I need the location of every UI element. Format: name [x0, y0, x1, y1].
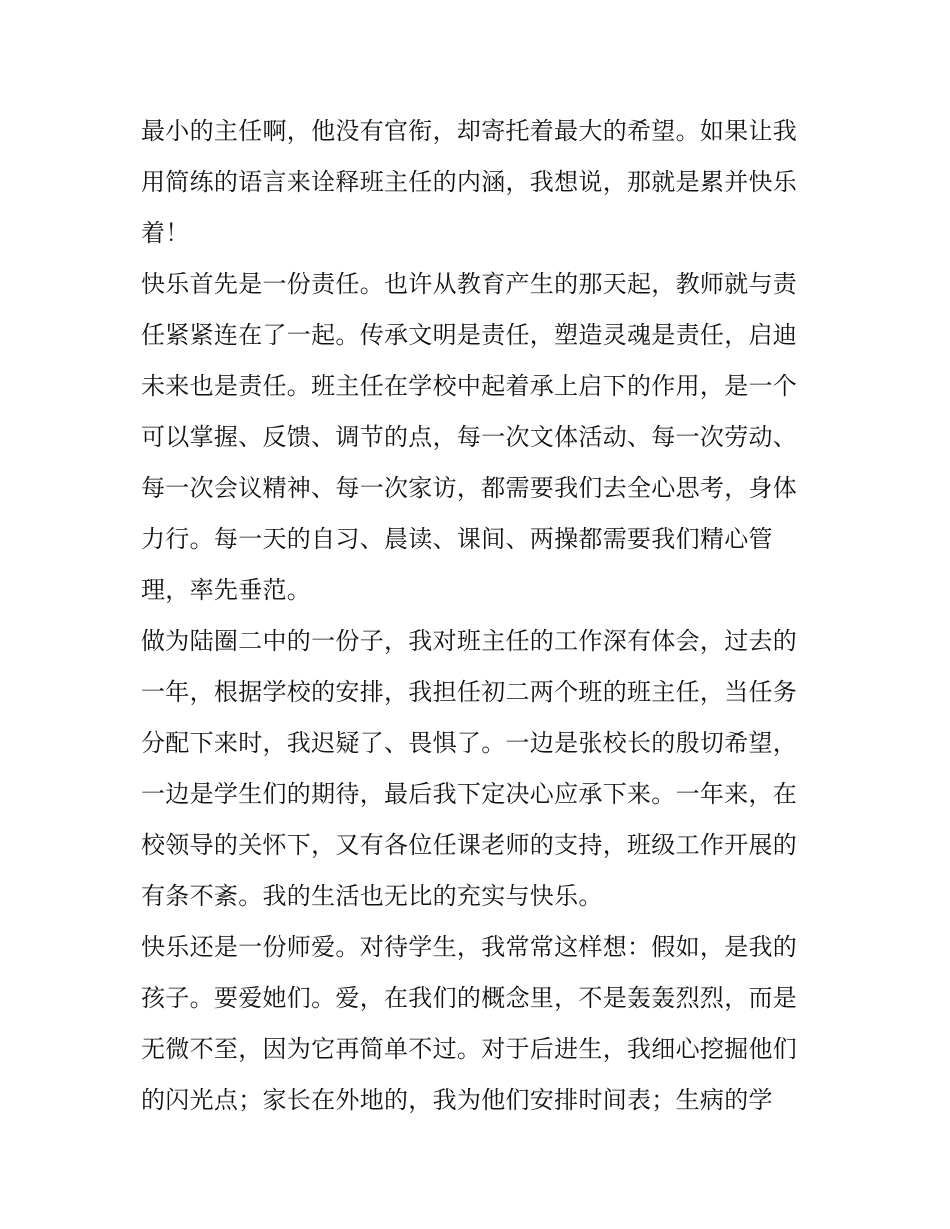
- body-text: [141, 106, 831, 1126]
- text-line: 一边是学生们的期待，最后我下定决心应承下来。一年来，在: [141, 780, 798, 808]
- text-line: 有条不紊。我的生活也无比的充实与快乐。: [141, 882, 603, 910]
- text-line: 一年，根据学校的安排，我担任初二两个班的班主任，当任务: [141, 678, 798, 706]
- text-line: 快乐还是一份师爱。对待学生，我常常这样想：假如，是我的: [141, 933, 798, 961]
- text-line: 着！: [141, 219, 190, 247]
- text-line: 分配下来时，我迟疑了、畏惧了。一边是张校长的殷切希望，: [141, 729, 798, 757]
- text-line: 校领导的关怀下，又有各位任课老师的支持，班级工作开展的: [141, 831, 798, 859]
- text-line: 做为陆圈二中的一份子，我对班主任的工作深有体会，过去的: [141, 627, 798, 655]
- text-line: 无微不至，因为它再简单不过。对于后进生，我细心挖掘他们: [141, 1035, 798, 1063]
- text-line: 最小的主任啊，他没有官衔，却寄托着最大的希望。如果让我: [141, 117, 798, 145]
- text-line: 未来也是责任。班主任在学校中起着承上启下的作用，是一个: [141, 372, 798, 400]
- text-line: 用简练的语言来诠释班主任的内涵，我想说，那就是累并快乐: [141, 168, 798, 196]
- text-line: 可以掌握、反馈、调节的点，每一次文体活动、每一次劳动、: [141, 423, 798, 451]
- text-line: 孩子。要爱她们。爱，在我们的概念里，不是轰轰烈烈，而是: [141, 984, 798, 1012]
- text-line: 每一次会议精神、每一次家访，都需要我们去全心思考，身体: [141, 474, 798, 502]
- text-line: 快乐首先是一份责任。也许从教育产生的那天起，教师就与责: [141, 270, 798, 298]
- text-line: 力行。每一天的自习、晨读、课间、两操都需要我们精心管: [141, 525, 773, 553]
- text-line: 任紧紧连在了一起。传承文明是责任，塑造灵魂是责任，启迪: [141, 321, 798, 349]
- text-line: 的闪光点；家长在外地的，我为他们安排时间表；生病的学: [141, 1086, 773, 1114]
- text-line: 理，率先垂范。: [141, 576, 312, 604]
